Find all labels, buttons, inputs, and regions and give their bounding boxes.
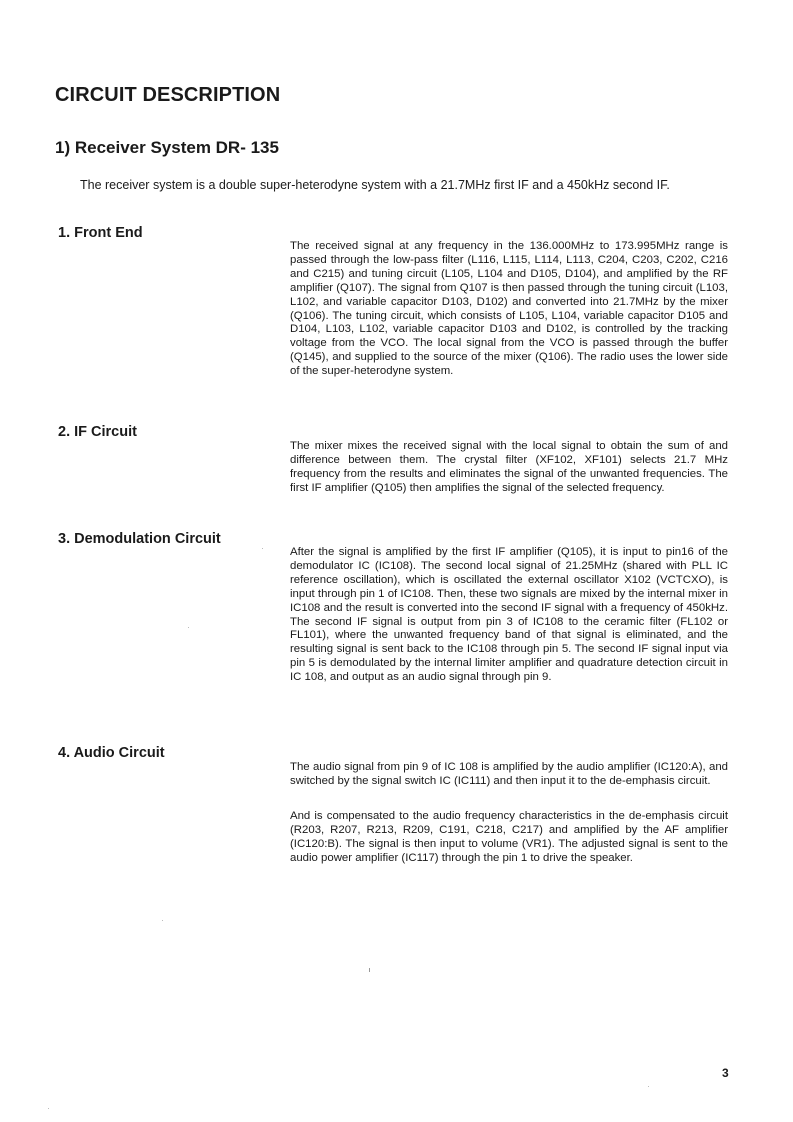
audio-circuit-paragraph-2: And is compensated to the audio frequency characteristics in the de-emphasis circuit (R203, R207, R213, R209, C191, C218, C217) and amplified by the AF amplifier (IC120:B). The signal is then input to volume (VR1). The adjusted signal is sent to the audio power amplifier (IC117) through the pin 1 to drive the speaker. — [290, 810, 728, 864]
page-number: 3 — [722, 1066, 729, 1080]
scan-speck — [369, 968, 370, 972]
audio-circuit-paragraph-1: The audio signal from pin 9 of IC 108 is amplified by the audio amplifier (IC120:A), and switched by the signal switch IC (IC111) and then input it to the de-emphasis circuit. — [290, 761, 728, 787]
audio-circuit-heading: 4. Audio Circuit — [58, 745, 165, 761]
section-title: 1) Receiver System DR- 135 — [55, 138, 279, 157]
scan-speck — [48, 1108, 49, 1109]
scan-speck — [648, 1086, 649, 1087]
scan-speck — [188, 627, 189, 628]
demodulation-circuit-heading: 3. Demodulation Circuit — [58, 531, 221, 547]
page-title: CIRCUIT DESCRIPTION — [55, 84, 281, 106]
intro-paragraph: The receiver system is a double super-heterodyne system with a 21.7MHz first IF and a 450kHz second IF. — [80, 178, 670, 192]
front-end-paragraph: The received signal at any frequency in the 136.000MHz to 173.995MHz range is passed through the low-pass filter (L116, L115, L114, L113, C204, C203, C202, C216 and C215) and tuning circuit (L105, L104 and D105, D104), and amplified by the RF amplifier (Q107). The signal from Q107 is then passed through the tuning circuit (L103, L102, and variable capacitor D103, D102) and converted into 21.7MHz by the mixer (Q106). The tuning circuit, which consists of L105, L104, variable capacitor D105 and D104, L103, L102, variable capacitor D103 and D102, is controlled by the tracking voltage from the VCO. The local signal from the VCO is passed through the buffer (Q145), and supplied to the source of the mixer (Q106). The radio uses the lower side of the super-heterodyne system. — [290, 240, 728, 378]
if-circuit-heading: 2. IF Circuit — [58, 424, 137, 440]
scan-speck — [162, 920, 163, 921]
demodulation-circuit-paragraph: After the signal is amplified by the first IF amplifier (Q105), it is input to pin16 of the demodulator IC (IC108). The second local signal of 21.25MHz (shared with PLL IC reference oscillation), which is oscillated the external oscillator X102 (VCTCXO), is input through pin 1 of IC108. Then, these two signals are mixed by the internal mixer in IC108 and the result is converted into the second IF signal with a frequency of 450kHz. The second IF signal is output from pin 3 of IC108 to the ceramic filter (FL102 or FL101), where the unwanted frequency band of that signal is eliminated, and the resulting signal is sent back to the IC108 through pin 5. The second IF signal input via pin 5 is demodulated by the internal limiter amplifier and quadrature detection circuit in IC 108, and output as an audio signal through pin 9. — [290, 546, 728, 684]
scan-speck — [262, 548, 263, 549]
if-circuit-paragraph: The mixer mixes the received signal with the local signal to obtain the sum of and difference between them. The crystal filter (XF102, XF101) selects 21.7 MHz frequency from the results and eliminates the signal of the unwanted frequencies. The first IF amplifier (Q105) then amplifies the signal of the selected frequency. — [290, 440, 728, 494]
front-end-heading: 1. Front End — [58, 225, 143, 241]
